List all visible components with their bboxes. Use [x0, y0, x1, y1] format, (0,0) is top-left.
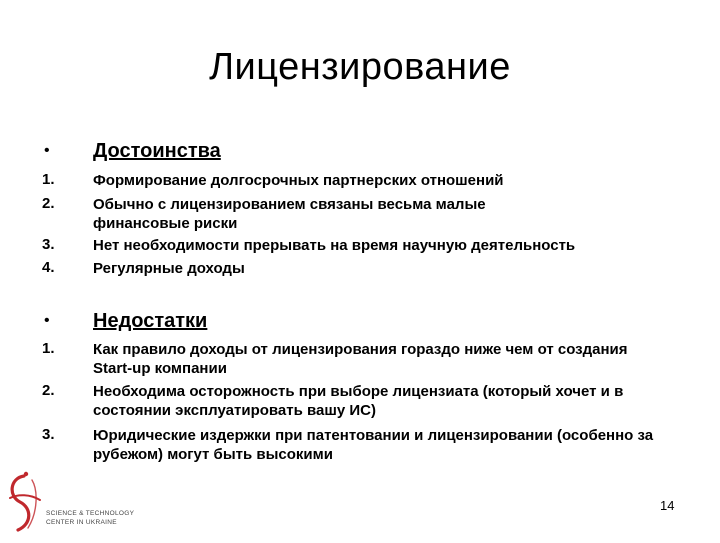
- slide-title: Лицензирование: [209, 46, 511, 88]
- disadvantages-heading: Недостатки: [93, 310, 208, 332]
- disadvantage-item: Юридические издержки при патентовании и лицензировании (особенно за рубежом) могут быть высокими: [93, 427, 654, 463]
- advantage-number: 4.: [42, 259, 55, 276]
- advantages-bullet: •: [44, 142, 50, 159]
- disadvantage-number: 1.: [42, 340, 55, 357]
- advantage-number: 1.: [42, 171, 55, 188]
- advantage-number: 2.: [42, 195, 55, 212]
- disadvantage-number: 2.: [42, 382, 55, 399]
- disadvantage-item: Как правило доходы от лицензирования гораздо ниже чем от создания Start-up компании: [93, 341, 628, 377]
- disadvantage-number: 3.: [42, 426, 55, 443]
- logo-line-2: CENTER IN UKRAINE: [46, 519, 117, 526]
- disadvantage-item: Необходима осторожность при выборе лицензиата (который хочет и в состоянии эксплуатировать вашу ИС): [93, 383, 624, 419]
- advantage-number: 3.: [42, 236, 55, 253]
- disadvantages-bullet: •: [44, 312, 50, 329]
- stcu-logo: [2, 468, 152, 538]
- stcu-logo-icon: [2, 468, 46, 538]
- advantage-item: Обычно с лицензированием связаны весьма малые финансовые риски: [93, 196, 486, 232]
- advantage-item: Формирование долгосрочных партнерских отношений: [93, 172, 504, 189]
- page-number: 14: [660, 498, 675, 513]
- logo-line-1: SCIENCE & TECHNOLOGY: [46, 510, 135, 517]
- advantage-item: Регулярные доходы: [93, 260, 245, 277]
- advantage-item: Нет необходимости прерывать на время научную деятельность: [93, 237, 576, 254]
- advantages-heading: Достоинства: [93, 140, 221, 162]
